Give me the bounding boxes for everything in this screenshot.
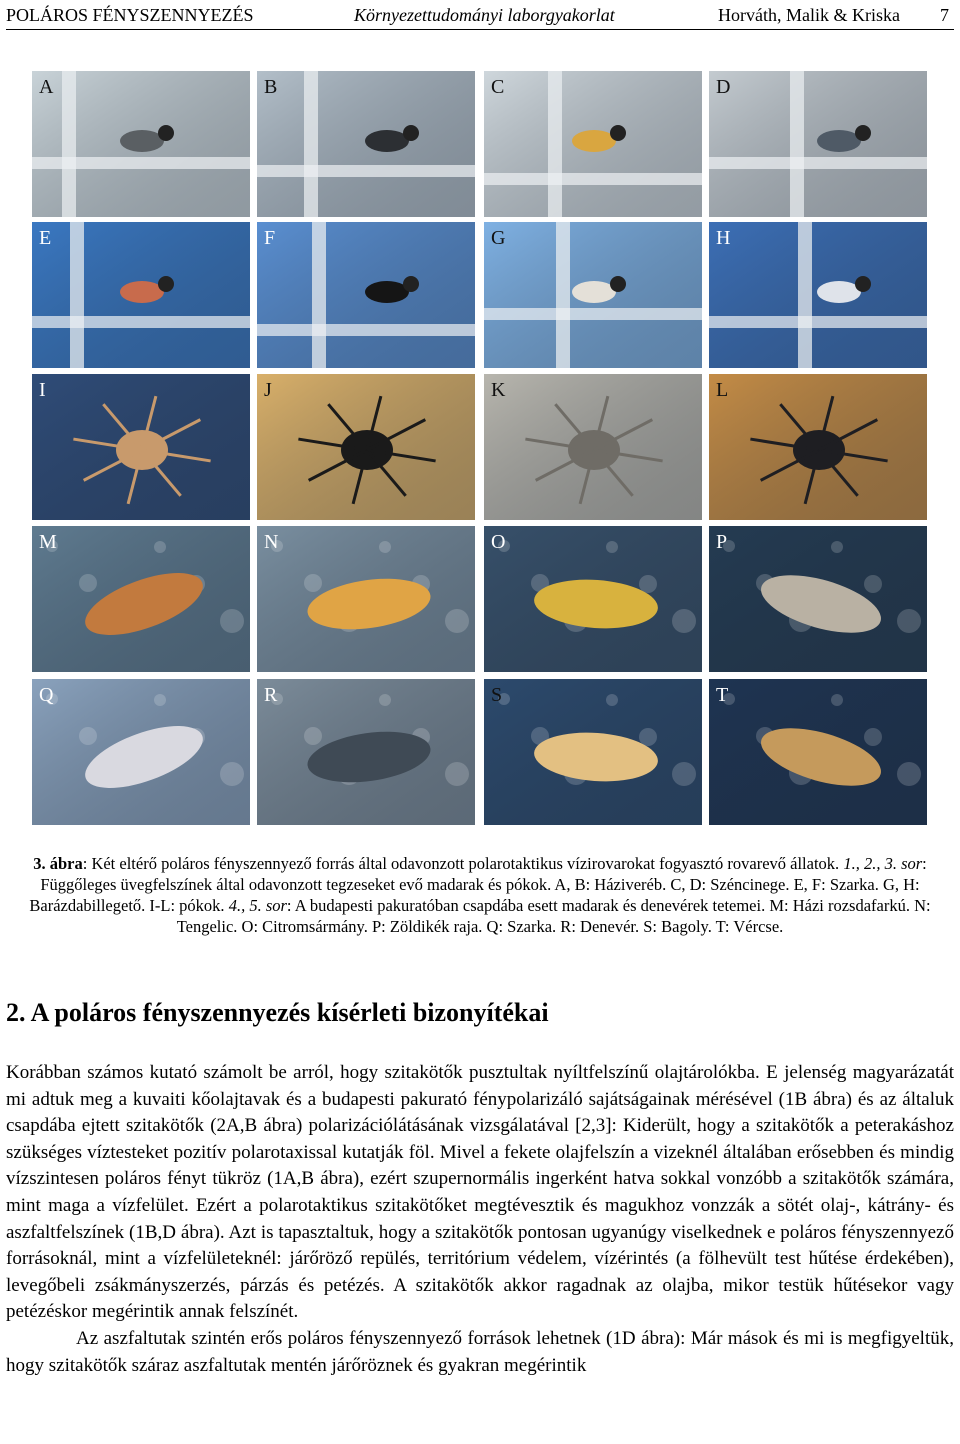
panel-label: C <box>491 76 505 98</box>
photo-panel-l <box>709 374 927 520</box>
panel-label: T <box>716 684 729 706</box>
caption-rows-first: 1., 2., 3. sor <box>843 854 923 873</box>
panel-label: Q <box>39 684 54 706</box>
paragraph-1: Korábban számos kutató számolt be arról, hogy szitakötők pusztultak nyíltfelszínű olajtárolókba. E jelenség magyarázatát mi adtuk meg a kuvaiti kőolajtavak és a budapesti pakurató fénypolarizáló sajátságainak mérésével (1B ábra) és az általuk csapdába ejtett szitakötők (2A,B ábra) polarizációlátásának vizsgálatával [2,3]: Kiderült, hogy a szitakötők a peterakáshoz szükséges víztesteket pozitív polarotaxissal kutatják föl. Mivel a fekete olajfelszín a vizeknél általában erősebben és mindig vízszintesen poláros fényt tükröz (1A,B ábra), ezért szupernormális ingerként hatva sokkal vonzóbb a szitakötők számára, mint maga a vízfelület. Ezért a polarotaktikus szitakötőket megtévesztik és magukhoz vonzzák a sötét olaj-, kátrány- és aszfaltfelszínek (1B,D ábra). Azt is tapasztaltuk, hogy a szitakötők pontosan ugyanúgy viselkednek e poláros fényszennyező forrásoknál, mint a vízfelületeknél: járőröző repülés, territórium védelem, vízérintés (a fölhevült test hűtése érdekében), levegőbeli zsákmányszerzés, párzás és petézés. A szitakötők akkor ragadnak az olajba, mikor testük hűtésekor vagy petézéskor megérintik annak felszínét. <box>6 1062 954 1323</box>
photo-image <box>32 679 250 825</box>
panel-label: M <box>39 531 57 553</box>
running-header <box>6 2 954 28</box>
panel-label: A <box>39 76 54 98</box>
caption-rows-first-text: : Függőleges üvegfelszínek által odavonzott tegzeseket evő madarak és pókok. A, B: Háziveréb. C, D: Széncinege. E, F: Szarka. G, H: Barázdabillegető. I-L: pókok. <box>29 854 927 915</box>
header-authors: Horváth, Malik & Kriska <box>718 5 900 25</box>
photo-image <box>32 71 250 217</box>
photo-panel-d <box>709 71 927 217</box>
panel-label: H <box>716 227 731 249</box>
photo-panel-f <box>257 222 475 368</box>
panel-label: O <box>491 531 506 553</box>
photo-panel-i <box>32 374 250 520</box>
photo-image <box>484 222 702 368</box>
page-number: 7 <box>940 5 949 25</box>
panel-label: P <box>716 531 728 553</box>
photo-panel-q <box>32 679 250 825</box>
photo-image <box>32 374 250 520</box>
caption-figure-label: 3. ábra <box>33 854 83 873</box>
panel-label: L <box>716 379 729 401</box>
photo-image <box>709 71 927 217</box>
photo-image <box>257 222 475 368</box>
section-heading: 2. A poláros fényszennyezés kísérleti bizonyítékai <box>6 998 549 1027</box>
photo-panel-m <box>32 526 250 672</box>
panel-label: I <box>39 379 46 401</box>
photo-image <box>257 374 475 520</box>
photo-image <box>484 526 702 672</box>
photo-panel-p <box>709 526 927 672</box>
photo-image <box>257 679 475 825</box>
photo-panel-h <box>709 222 927 368</box>
photo-image <box>32 526 250 672</box>
panel-label: S <box>491 684 503 706</box>
photo-image <box>257 526 475 672</box>
photo-panel-e <box>32 222 250 368</box>
panel-label: G <box>491 227 506 249</box>
panel-label: J <box>264 379 272 401</box>
photo-image <box>709 679 927 825</box>
header-journal-title: POLÁROS FÉNYSZENNYEZÉS <box>6 5 254 25</box>
photo-image <box>484 679 702 825</box>
panel-label: E <box>39 227 52 249</box>
photo-panel-r <box>257 679 475 825</box>
panel-label: B <box>264 76 278 98</box>
panel-label: K <box>491 379 506 401</box>
photo-panel-s <box>484 679 702 825</box>
photo-panel-o <box>484 526 702 672</box>
photo-image <box>709 222 927 368</box>
figure-photo-grid <box>32 71 930 825</box>
photo-panel-j <box>257 374 475 520</box>
caption-rows-second: 4., 5. sor <box>228 896 287 915</box>
photo-panel-b <box>257 71 475 217</box>
photo-panel-a <box>32 71 250 217</box>
header-divider <box>6 29 954 30</box>
body-text <box>6 1060 954 1379</box>
caption-rows-second-text: : A budapesti pakuratóban csapdába esett madarak és denevérek tetemei. M: Házi rozsdafarkú. N: Tengelic. O: Citromsármány. P: Zöldikék raja. Q: Szarka. R: Denevér. S: Bagoly. T: Vércse. <box>176 896 931 936</box>
header-course: Környezettudományi laborgyakorlat <box>354 5 615 25</box>
panel-label: R <box>264 684 278 706</box>
photo-image <box>709 526 927 672</box>
photo-image <box>709 374 927 520</box>
caption-intro: : Két eltérő poláros fényszennyező forrás által odavonzott polarotaktikus vízirovarokat fogyasztó rovarevő állatok. <box>82 854 844 873</box>
figure-caption <box>6 853 954 937</box>
panel-label: F <box>264 227 276 249</box>
paragraph-2: Az aszfaltutak szintén erős poláros fényszennyező források lehetnek (1D ábra): Már mások és mi is megfigyeltük, hogy szitakötők száraz aszfaltutak mentén járőröznek és gyakran megérintik <box>6 1327 954 1376</box>
photo-image <box>257 71 475 217</box>
photo-panel-g <box>484 222 702 368</box>
photo-panel-k <box>484 374 702 520</box>
photo-image <box>484 374 702 520</box>
photo-panel-n <box>257 526 475 672</box>
photo-panel-c <box>484 71 702 217</box>
photo-image <box>32 222 250 368</box>
panel-label: D <box>716 76 731 98</box>
photo-image <box>484 71 702 217</box>
panel-label: N <box>264 531 279 553</box>
photo-panel-t <box>709 679 927 825</box>
